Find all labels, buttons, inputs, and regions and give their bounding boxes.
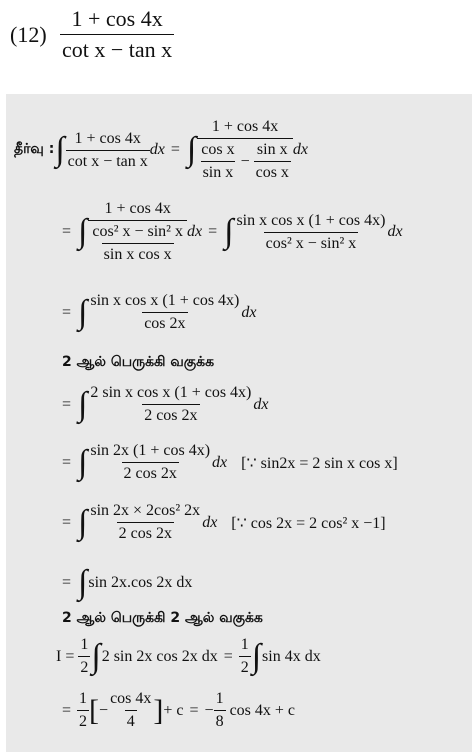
solution-line-3 — [56, 292, 256, 333]
half-fraction — [239, 636, 251, 677]
numerator: sin 2x (1 + cos 4x) — [90, 442, 211, 459]
fraction — [88, 502, 202, 543]
question-denominator: cot x − tan x — [60, 34, 174, 63]
integrand: sin 2x.cos 2x dx — [88, 574, 193, 591]
solution-line-1 — [14, 118, 308, 182]
equals-sign: = — [62, 701, 72, 719]
compound-fraction — [197, 118, 293, 182]
question-number: (12) — [10, 22, 47, 47]
numerator: cos 4x — [110, 690, 152, 707]
integral-sign: ∫ — [78, 443, 88, 481]
numerator: 1 + cos 4x — [74, 129, 141, 147]
left-bracket: [ — [89, 693, 100, 727]
differential: dx — [253, 395, 269, 413]
integral-sign: ∫ — [78, 385, 88, 423]
half-fraction — [77, 690, 89, 731]
integrand: sin 4x dx — [262, 647, 321, 665]
minus-sign: − — [204, 701, 214, 719]
differential: dx — [186, 223, 203, 240]
denominator: cos² x − sin² x — [264, 232, 359, 253]
differential: dx — [387, 223, 403, 240]
identity-note: [∵ sin2x = 2 sin x cos x] — [241, 454, 398, 472]
inner-fraction — [90, 223, 185, 264]
numerator: 1 — [215, 690, 224, 707]
identity-note: [∵ cos 2x = 2 cos² x −1] — [231, 514, 386, 532]
solution-line-7 — [56, 566, 192, 600]
solution-line-6 — [56, 502, 386, 543]
equals-sign: = — [62, 303, 72, 321]
numerator: sin x cos x (1 + cos 4x) — [90, 292, 240, 309]
denominator: cot x − tan x — [66, 150, 150, 171]
equals-sign: = — [170, 141, 180, 158]
question-expression — [60, 6, 174, 63]
constant-term: + c — [163, 701, 184, 719]
equals-sign: = — [62, 513, 72, 531]
compound-fraction — [88, 200, 187, 264]
denominator: 8 — [214, 710, 226, 731]
denominator: 4 — [125, 710, 137, 731]
numerator: 1 — [240, 636, 249, 653]
solution-line-4 — [56, 384, 268, 425]
solution-line-2 — [56, 200, 403, 264]
step-instruction: 2 ஆல் பெருக்கி 2 ஆல் வகுக்க — [62, 610, 263, 626]
numerator: 1 — [79, 690, 88, 707]
denominator: 2 cos 2x — [117, 522, 174, 543]
integral-sign: ∫ — [78, 293, 88, 331]
half-fraction — [78, 636, 90, 677]
step-text-1 — [62, 354, 214, 372]
numerator: 1 + cos 4x — [104, 200, 171, 217]
question-header — [0, 0, 474, 88]
numerator: cos² x − sin² x — [92, 223, 183, 240]
minus-sign: − — [240, 152, 250, 170]
integral-sign: ∫ — [78, 213, 88, 250]
integral-sign: ∫ — [251, 637, 262, 675]
differential: dx — [292, 141, 309, 158]
differential: dx — [149, 141, 165, 158]
fraction — [66, 130, 150, 171]
equals-sign: = — [189, 701, 199, 719]
numerator: 2 sin x cos x (1 + cos 4x) — [90, 384, 252, 401]
integrand: 2 sin 2x cos 2x dx — [101, 647, 218, 665]
right-bracket: ] — [153, 693, 164, 727]
denominator: 2 — [77, 710, 89, 731]
fraction — [88, 292, 241, 333]
integral-sign: ∫ — [78, 564, 88, 601]
numerator: 1 + cos 4x — [211, 118, 279, 135]
denominator: 2 — [78, 656, 90, 677]
step-text-2 — [62, 610, 263, 628]
numerator: sin x — [256, 141, 288, 158]
numerator: sin 2x × 2cos² 2x — [90, 502, 201, 519]
denominator: cos 2x — [142, 312, 187, 333]
equals-sign: = — [208, 223, 218, 240]
differential: dx — [241, 303, 257, 321]
integral-sign: ∫ — [55, 131, 65, 168]
solution-line-9 — [56, 690, 295, 731]
equals-sign: = — [223, 647, 233, 665]
integral-sign: ∫ — [91, 637, 101, 675]
differential: dx — [212, 453, 228, 471]
integral-label: I = — [56, 647, 75, 665]
minus-sign: − — [99, 701, 109, 719]
differential: dx — [202, 513, 218, 531]
integral-sign: ∫ — [186, 131, 197, 168]
numerator: 1 — [80, 636, 89, 653]
equals-sign: = — [62, 395, 72, 413]
denominator — [88, 220, 187, 264]
fraction — [214, 690, 226, 731]
solution-line-8 — [56, 636, 321, 677]
denominator: cos x — [254, 161, 291, 182]
inner-fraction — [254, 141, 291, 182]
numerator: cos x — [201, 141, 235, 158]
integral-sign: ∫ — [224, 213, 234, 250]
step-instruction: 2 ஆல் பெருக்கி வகுக்க — [62, 354, 215, 370]
fraction — [88, 384, 253, 425]
fraction — [88, 442, 212, 483]
question-numerator: 1 + cos 4x — [71, 6, 163, 31]
fraction — [234, 212, 387, 253]
equals-sign: = — [62, 223, 72, 240]
fraction — [108, 690, 153, 731]
denominator: 2 cos 2x — [142, 404, 199, 425]
integral-sign: ∫ — [78, 503, 88, 541]
denominator — [197, 138, 293, 182]
final-answer: cos 4x + c — [229, 701, 296, 719]
numerator: sin x cos x (1 + cos 4x) — [236, 211, 386, 229]
inner-fraction — [199, 141, 236, 182]
solution-label: தீர்வு : — [14, 141, 55, 157]
denominator: 2 cos 2x — [122, 462, 179, 483]
denominator: sin x cos x — [102, 243, 174, 264]
question-fraction — [60, 6, 174, 63]
equals-sign: = — [62, 453, 72, 471]
denominator: 2 — [239, 656, 251, 677]
equals-sign: = — [62, 574, 72, 591]
denominator: sin x — [201, 161, 236, 182]
solution-line-5 — [56, 442, 398, 483]
